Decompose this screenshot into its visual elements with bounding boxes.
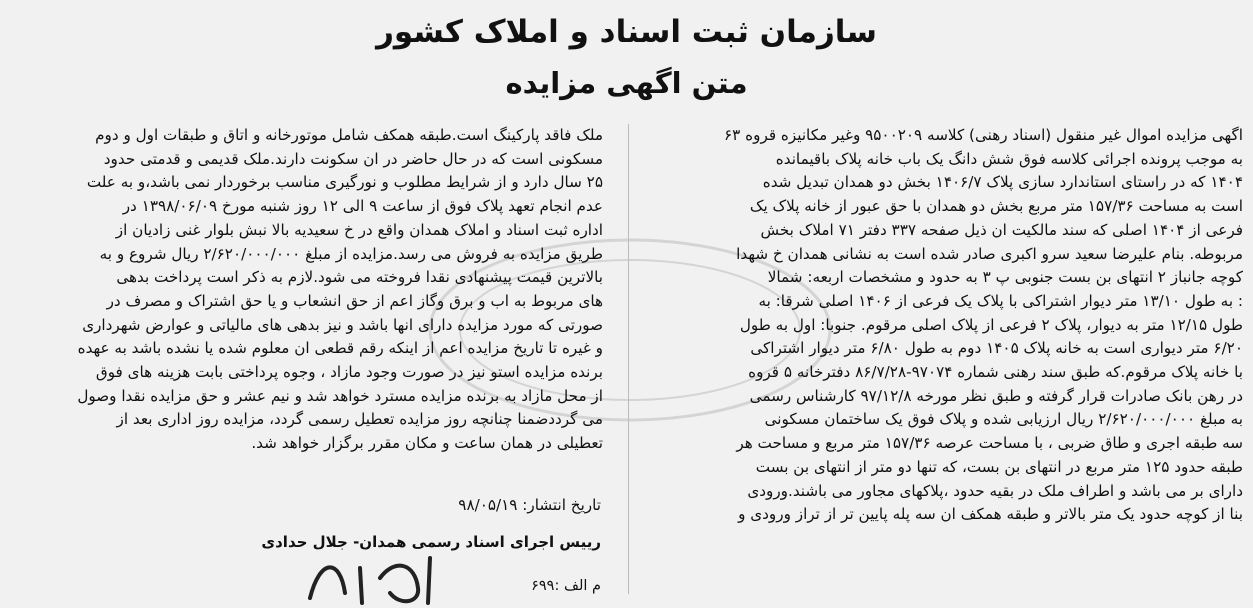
text-line: مسکونی است که در حال حاضر در ان سکونت دارند.ملک قدیمی و قدمتی حدود: [103, 149, 603, 168]
text-line: ۱۴۰۴ که در راستای استاندارد سازی پلاک ۱۴۰۶/۷ بخش دو همدان تبدیل شده: [762, 173, 1243, 192]
announcement-title: متن اگهی مزایده: [505, 66, 748, 100]
text-line: : به طول ۱۳/۱۰ متر دیوار اشتراکی با پلاک یک فرعی از ۱۴۰۶ اصلی شرقا: به: [758, 291, 1243, 310]
text-line: ۶/۲۰ متر دیواری است به خانه پلاک ۱۴۰۵ دوم به طول ۶/۸۰ متر دیوار اشتراکی: [750, 339, 1243, 358]
text-line: صورتی که مورد مزایده دارای انها باشد و نیز بدهی های مالیاتی و عوارض شهرداری: [82, 315, 603, 334]
signer-name: رییس اجرای اسناد رسمی همدان- جلال حدادی: [261, 533, 601, 551]
handwritten-mark: [300, 548, 450, 608]
text-line: کوچه جانباز ۲ انتهای بن بست جنوبی پ ۳ به حدود و مشخصات اربعه: شمالا: [767, 268, 1243, 287]
organization-title: سازمان ثبت اسناد و املاک کشور: [376, 14, 877, 50]
text-line: با خانه پلاک مرقوم.که طبق سند رهنی شماره ۹۷۰۷۴-۸۶/۷/۲۸ دفترخانه ۵ قروه: [748, 363, 1243, 382]
text-line: فرعی از ۱۴۰۴ اصلی که سند مالکیت ان ذیل صفحه ۳۳۷ دفتر ۷۱ املاک بخش: [760, 220, 1243, 239]
text-line: اداره ثبت اسناد و املاک همدان واقع در خ سعیدیه بالا نبش بلوار غنی زادیان از: [115, 220, 603, 239]
text-line: طبقه حدود ۱۲۵ متر مربع در انتهای بن بست، که تنها دو متر از انتهای بن بست: [755, 457, 1243, 476]
text-line: تعطیلی در همان ساعت و مکان مقرر برگزار خواهد شد.: [251, 434, 603, 453]
text-line: سه طبقه اجری و طاق ضربی ، با مساحت عرصه ۱۵۷/۳۶ متر مربع و مساحت هر: [736, 434, 1243, 453]
text-line: است به مساحت ۱۵۷/۳۶ متر مربع بخش دو همدان با حق عبور از خانه پلاک یک: [749, 197, 1243, 216]
text-line: به مبلغ ۲/۶۲۰/۰۰۰/۰۰۰ ریال ارزیابی شده و پلاک فوق یک ساختمان مسکونی: [764, 410, 1243, 429]
body-column-left: [11, 124, 603, 456]
text-line: می گرددضمنا چنانچه روز مزایده تعطیل رسمی گردد، مزایده روز اداری بعد از: [116, 410, 603, 429]
text-line: دارای بر می باشد و اطراف ملک در بقیه حدود ،پلاکهای مجاور می باشند.ورودی: [747, 481, 1243, 500]
text-line: برنده مزایده استو نیز در صورت وجود مازاد ، وجوه پرداختی بابت هزینه های فوق: [95, 363, 603, 382]
column-divider: [628, 124, 629, 594]
text-line: طول ۱۲/۱۵ متر به دیوار، پلاک ۲ فرعی از پلاک اصلی مرقوم. جنوبا: اول به طول: [739, 315, 1243, 334]
text-line: مربوطه. بنام علیرضا سعید سرو اکبری صادر شده است به نشانی همدان خ شهدا: [736, 244, 1243, 263]
ad-code: م الف :۶۹۹: [531, 578, 601, 594]
text-line: از محل مازاد به برنده مزایده مسترد خواهد شد و نیم عشر و حق مزایده نقدا وصول: [77, 386, 603, 405]
text-line: ملک فاقد پارکینگ است.طبقه همکف شامل موتورخانه و اتاق و طبقات اول و دوم: [95, 126, 603, 144]
text-line: و غیره تا تاریخ مزایده اعم از اینکه رقم قطعی ان معلوم شده یا نشده باشد به عهده: [77, 339, 603, 358]
text-line: بنا از کوچه حدود یک متر بالاتر و طبقه همکف ان سه پله پایین تر از تراز ورودی و: [738, 505, 1243, 524]
text-line: های مربوط به اب و برق وگاز اعم از حق انشعاب و یا حق اشتراک و مصرف در: [106, 291, 603, 310]
text-line: بالاترین قیمت پیشنهادی نقدا فروخته می شود.لازم به ذکر است پرداخت بدهی: [116, 268, 603, 287]
text-line: در رهن بانک صادرات قرار گرفته و طبق نظر مورخه ۹۷/۱۲/۸ کارشناس رسمی: [749, 386, 1243, 405]
text-line: طریق مزایده به فروش می رسد.مزایده از مبلغ ۲/۶۲۰/۰۰۰/۰۰۰ ریال شروع و به: [99, 244, 603, 263]
text-line: به موجب پرونده اجرائی کلاسه فوق شش دانگ یک باب خانه پلاک باقیمانده: [775, 149, 1243, 168]
body-column-right: [658, 124, 1243, 527]
text-line: ۲۵ سال دارد و از شرایط مطلوب و نورگیری مناسب برخوردار نمی باشد،و به علت: [86, 173, 603, 192]
text-line: اگهی مزایده اموال غیر منقول (اسناد رهنی) کلاسه ۹۵۰۰۲۰۹ وغیر مکانیزه قروه ۶۳: [724, 126, 1243, 144]
text-line: عدم انجام تعهد پلاک فوق از ساعت ۹ الی ۱۲ روز شنبه مورخ ۱۳۹۸/۰۶/۰۹ در: [122, 197, 603, 216]
publish-date: تاریخ انتشار: ۹۸/۰۵/۱۹: [458, 496, 601, 514]
